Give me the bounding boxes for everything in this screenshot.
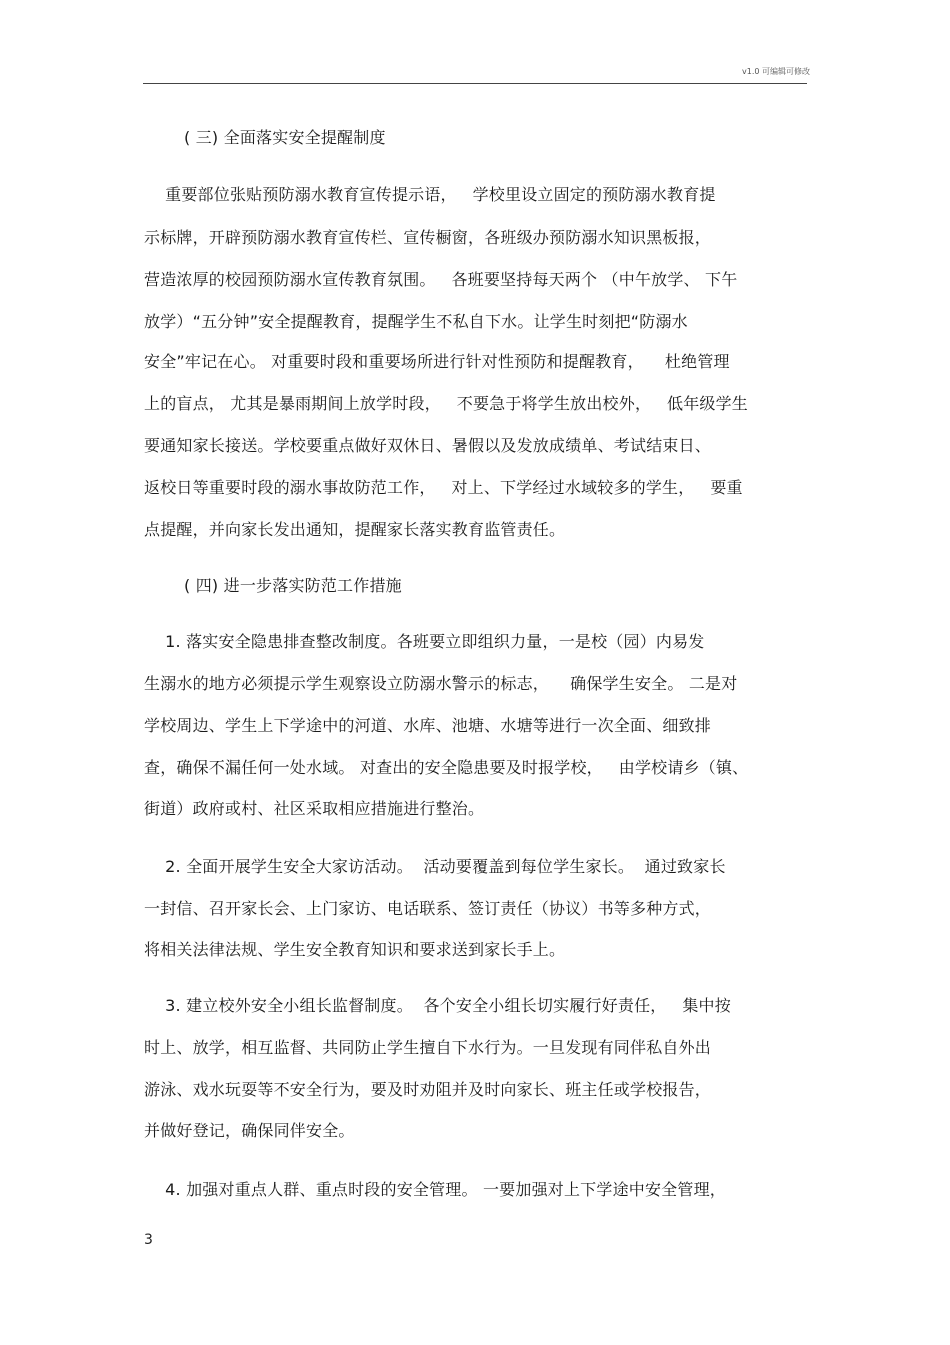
paragraph-line: 安全”牢记在心。 对重要时段和重要场所进行针对性预防和提醒教育， 杜绝管理 [144, 352, 730, 371]
paragraph-line: 重要部位张贴预防溺水教育宣传提示语， 学校里设立固定的预防溺水教育提 [144, 185, 716, 204]
paragraph-line: 游泳、戏水玩耍等不安全行为，要及时劝阻并及时向家长、班主任或学校报告， [144, 1080, 712, 1099]
paragraph-line: 2. 全面开展学生安全大家访活动。 活动要覆盖到每位学生家长。 通过致家长 [144, 857, 726, 876]
paragraph-line: 点提醒，并向家长发出通知，提醒家长落实教育监管责任。 [144, 520, 566, 539]
paragraph-line: 学校周边、学生上下学途中的河道、水库、池塘、水塘等进行一次全面、细致排 [144, 716, 712, 735]
paragraph-line: 查，确保不漏任何一处水域。 对查出的安全隐患要及时报学校， 由学校请乡（镇、 [144, 758, 749, 777]
paragraph-line: 3. 建立校外安全小组长监督制度。 各个安全小组长切实履行好责任， 集中按 [144, 996, 731, 1015]
paragraph-line: 返校日等重要时段的溺水事故防范工作， 对上、下学经过水域较多的学生， 要重 [144, 478, 743, 497]
paragraph-line: 街道）政府或村、社区采取相应措施进行整治。 [144, 799, 485, 818]
paragraph-line: 营造浓厚的校园预防溺水宣传教育氛围。 各班要坚持每天两个 （中午放学、 下午 [144, 270, 738, 289]
paragraph-line: 4. 加强对重点人群、重点时段的安全管理。 一要加强对上下学途中安全管理， [144, 1180, 726, 1199]
paragraph-line: 放学）“五分钟”安全提醒教育，提醒学生不私自下水。让学生时刻把“防溺水 [144, 312, 688, 331]
paragraph-line: 1. 落实安全隐患排查整改制度。各班要立即组织力量，一是校（园）内易发 [144, 632, 705, 651]
page-number: 3 [144, 1232, 153, 1248]
header-rule [143, 83, 807, 84]
paragraph-line: 并做好登记，确保同伴安全。 [144, 1121, 355, 1140]
section-heading: ( 三) 全面落实安全提醒制度 [184, 128, 386, 147]
paragraph-line: 生溺水的地方必须提示学生观察设立防溺水警示的标志， 确保学生安全。 二是对 [144, 674, 738, 693]
paragraph-line: 将相关法律法规、学生安全教育知识和要求送到家长手上。 [144, 940, 566, 959]
paragraph-line: 要通知家长接送。学校要重点做好双休日、暑假以及发放成绩单、考试结束日、 [144, 436, 712, 455]
paragraph-line: 上的盲点， 尤其是暴雨期间上放学时段， 不要急于将学生放出校外， 低年级学生 [144, 394, 749, 413]
section-heading: ( 四) 进一步落实防范工作措施 [184, 576, 402, 595]
version-tag: v1.0 可编辑可修改 [742, 67, 810, 76]
paragraph-line: 示标牌，开辟预防溺水教育宣传栏、宣传橱窗，各班级办预防溺水知识黑板报， [144, 228, 712, 247]
paragraph-line: 时上、放学，相互监督、共同防止学生擅自下水行为。一旦发现有同伴私自外出 [144, 1038, 712, 1057]
paragraph-line: 一封信、召开家长会、上门家访、电话联系、签订责任（协议）书等多种方式， [144, 899, 712, 918]
